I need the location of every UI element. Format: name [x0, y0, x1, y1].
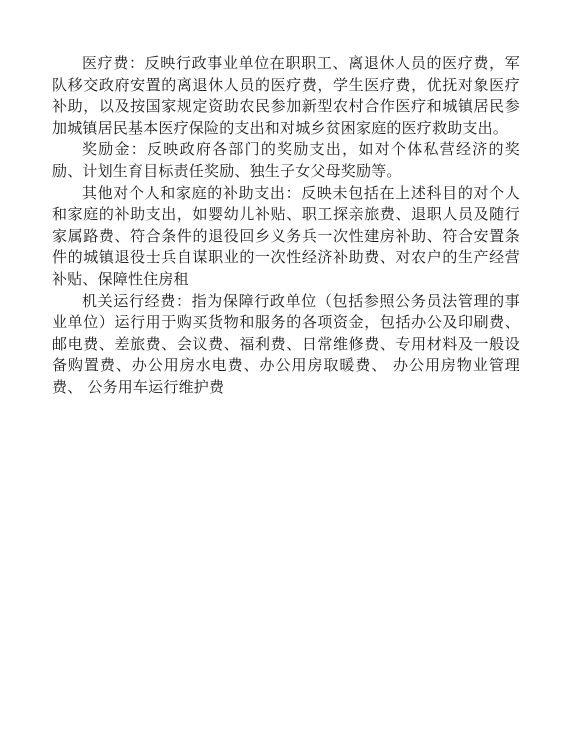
- paragraph-agency-operating-expenses: 机关运行经费：指为保障行政单位（包括参照公务员法管理的事业单位）运行用于购买货物和服务的各项资金，包括办公及印刷费、邮电费、差旅费、会议费、福利费、日常维修费、专用材料及一般设备购置费、办公用房水电费、办公用房取暖费、 办公用房物业管理费、 公务用车运行维护费: [52, 291, 520, 396]
- paragraph-reward-funds: 奖励金：反映政府各部门的奖励支出，如对个体私营经济的奖励、计划生育目标责任奖励、独生子女父母奖励等。: [52, 140, 520, 180]
- paragraph-medical-expenses: 医疗费：反映行政事业单位在职职工、离退休人员的医疗费，军队移交政府安置的离退休人员的医疗费，学生医疗费，优抚对象医疗补助，以及按国家规定资助农民参加新型农村合作医疗和城镇居民参加城镇居民基本医疗保险的支出和对城乡贫困家庭的医疗救助支出。: [52, 54, 520, 137]
- document-body: [52, 53, 520, 399]
- paragraph-other-subsidies: 其他对个人和家庭的补助支出：反映未包括在上述科目的对个人和家庭的补助支出，如婴幼儿补贴、职工探亲旅费、退职人员及随行家属路费、符合条件的退役回乡义务兵一次性建房补助、符合安置条件的城镇退役士兵自谋职业的一次性经济补助费、对农户的生产经营补贴、保障性住房租: [52, 183, 520, 288]
